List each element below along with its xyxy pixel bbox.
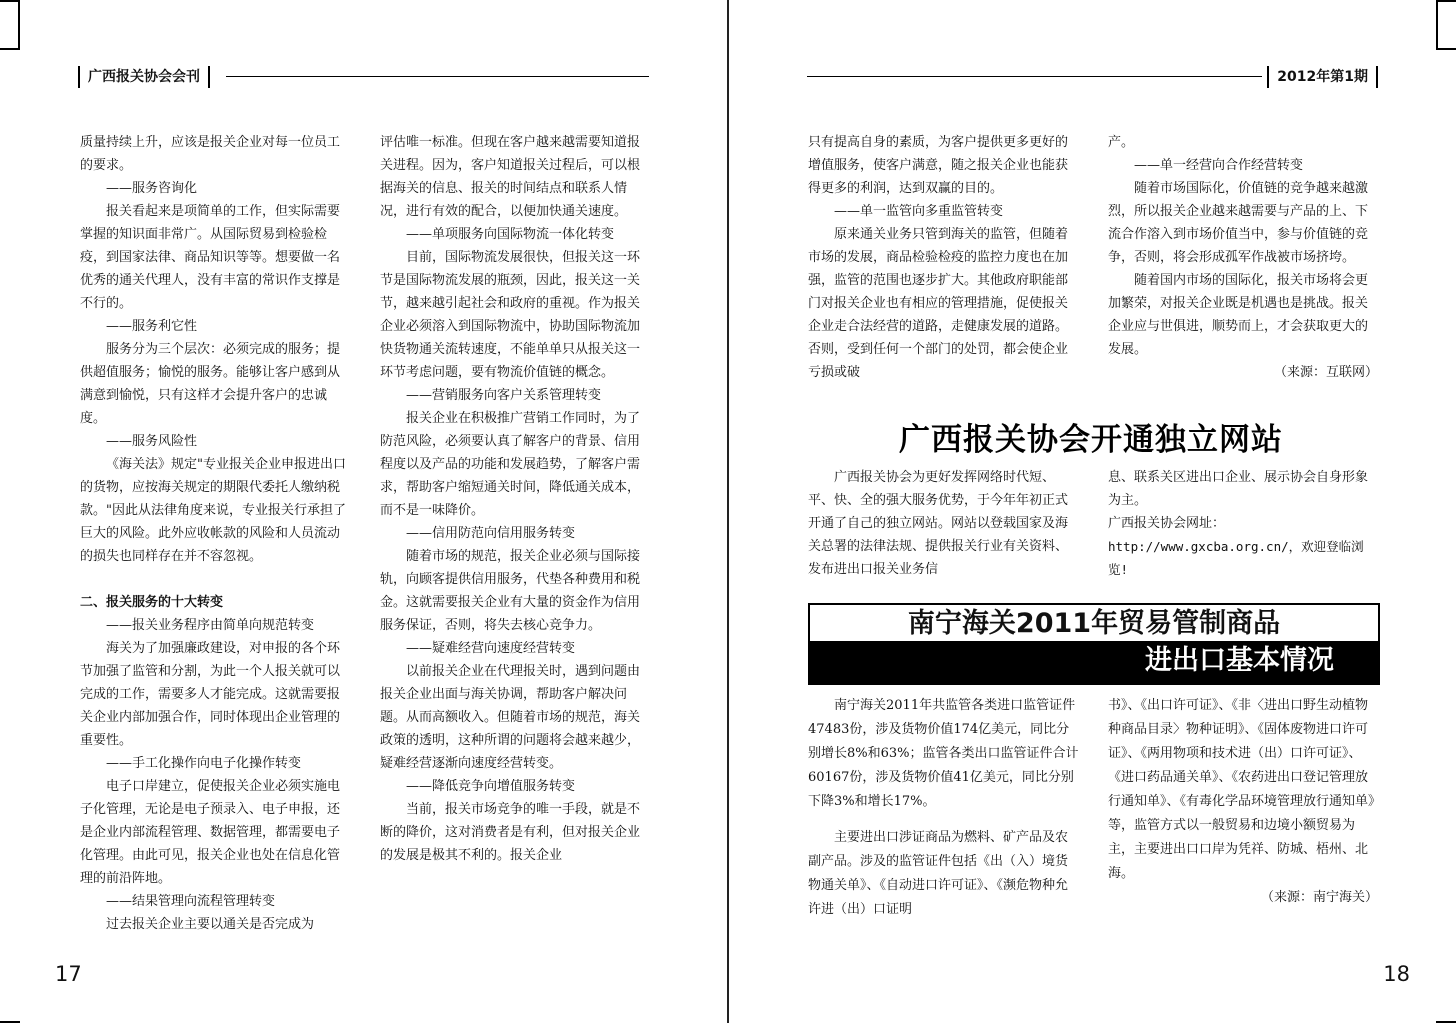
journal-header: 广西报关协会会刊 bbox=[78, 66, 210, 88]
website-label: 广西报关协会网址： bbox=[1108, 516, 1226, 531]
paragraph: 评估唯一标准。但现在客户越来越需要知道报关进程。因为，客户知道报关过程后，可以根据海关的信息、报关的时间结点和联系人情况，进行有效的配合，以便加快通关速度。 bbox=[380, 135, 641, 219]
right-column-1 bbox=[808, 131, 1078, 384]
paragraph: 产。 bbox=[1108, 135, 1135, 150]
paragraph: 《海关法》规定"专业报关企业申报进出口的货物，应按海关规定的期限代委托人缴纳税款。"因此从法律角度来说，专业报关行承担了巨大的风险。此外应收帐款的风险和人员流动的损失也同样存在并不容忽视。 bbox=[80, 457, 346, 564]
paragraph: 目前，国际物流发展很快，但报关这一环节是国际物流发展的瓶颈，因此，报关这一关节，越来越引起社会和政府的重视。作为报关企业必须溶入到国际物流中，协助国际物流加快货物通关流转速度，不能单单只从报关这一环节考虑问题，要有物流价值链的概念。 bbox=[380, 250, 641, 380]
crop-mark bbox=[0, 48, 20, 50]
paragraph: 质量持续上升，应该是报关企业对每一位员工的要求。 bbox=[80, 135, 341, 173]
subheading: ——单一监管向多重监管转变 bbox=[834, 204, 1004, 219]
paragraph: 只有提高自身的素质，为客户提供更多更好的增值服务，使客户满意，随之报关企业也能获得更多的利润，达到双赢的目的。 bbox=[808, 135, 1069, 196]
subheading: ——结果管理向流程管理转变 bbox=[106, 894, 276, 909]
paragraph: 随着市场国际化，价值链的竞争越来越激烈，所以报关企业越来越需要与产品的上、下流合作溶入到市场价值当中，参与价值链的竞争，否则，将会形成孤军作战被市场挤垮。 bbox=[1108, 181, 1369, 265]
paragraph: 海关为了加强廉政建设，对申报的各个环节加强了监管和分割，为此一个人报关就可以完成的工作，需要多人才能完成。这就需要报关企业内部加强合作，同时体现出企业管理的重要性。 bbox=[80, 641, 341, 748]
subheading: ——服务风险性 bbox=[106, 434, 198, 449]
source-note: （来源：互联网） bbox=[1273, 365, 1378, 380]
customs-article-title-line1: 南宁海关2011年贸易管制商品 bbox=[907, 608, 1281, 639]
crop-mark bbox=[1438, 0, 1456, 2]
subheading: ——降低竞争向增值服务转变 bbox=[406, 779, 576, 794]
customs-article-title-line2: 进出口基本情况 bbox=[1145, 645, 1334, 676]
title-black-bar bbox=[810, 641, 1378, 683]
issue-header: 2012年第1期 bbox=[1267, 66, 1378, 88]
customs-article-title-box bbox=[808, 603, 1380, 685]
paragraph: 息、联系关区进出口企业、展示协会自身形象为主。 bbox=[1108, 470, 1369, 508]
customs-article-col1 bbox=[808, 694, 1080, 922]
paragraph: 当前，报关市场竞争的唯一手段，就是不断的降价，这对消费者是有利，但对报关企业的发展是极其不利的。报关企业 bbox=[380, 802, 641, 863]
subheading: ——单项服务向国际物流一体化转变 bbox=[406, 227, 615, 242]
page-number: 18 bbox=[1383, 962, 1410, 986]
section-heading: 二、报关服务的十大转变 bbox=[80, 595, 224, 610]
paragraph: 报关看起来是项简单的工作，但实际需要掌握的知识面非常广。从国际贸易到检验检疫，到国家法律、商品知识等等。想要做一名优秀的通关代理人，没有丰富的常识作支撑是不行的。 bbox=[80, 204, 341, 311]
subheading: ——报关业务程序由简单向规范转变 bbox=[106, 618, 315, 633]
subheading: ——服务利它性 bbox=[106, 319, 198, 334]
subheading: ——服务咨询化 bbox=[106, 181, 198, 196]
subheading: ——手工化操作向电子化操作转变 bbox=[106, 756, 302, 771]
paragraph: 随着市场的规范，报关企业必须与国际接轨，向顾客提供信用服务，代垫各种费用和税金。这就需要报关企业有大量的资金作为信用服务保证，否则，将失去核心竞争力。 bbox=[380, 549, 641, 633]
paragraph: 随着国内市场的国际化，报关市场将会更加繁荣，对报关企业既是机遇也是挑战。报关企业应与世俱进，顺势而上，才会获取更大的发展。 bbox=[1108, 273, 1369, 357]
header-rule bbox=[226, 76, 649, 77]
crop-mark bbox=[1436, 0, 1438, 48]
paragraph: 过去报关企业主要以通关是否完成为 bbox=[106, 917, 315, 932]
subheading: ——营销服务向客户关系管理转变 bbox=[406, 388, 602, 403]
page-number: 17 bbox=[55, 962, 82, 986]
customs-article-col2 bbox=[1108, 694, 1378, 910]
paragraph: 原来通关业务只管到海关的监管，但随着市场的发展，商品检验检疫的监控力度也在加强，监管的范围也逐步扩大。其他政府职能部门对报关企业也有相应的管理措施，促使报关企业走合法经营的道路，走健康发展的道路。否则，受到任何一个部门的处罚，都会使企业亏损或破 bbox=[808, 227, 1069, 380]
left-column-1 bbox=[80, 131, 350, 936]
paragraph: 广西报关协会为更好发挥网络时代短、平、快、全的强大服务优势，于今年年初正式开通了自己的独立网站。网站以登载国家及海关总署的法律法规、提供报关行业有关资料、发布进出口报关业务信 bbox=[808, 470, 1069, 577]
paragraph: 南宁海关2011年共监管各类进口监管证件47483份，涉及货物价值174亿美元，同比分别增长8%和63%；监管各类出口监管证件合计60167份，涉及货物价值41亿美元，同比分别下降3%和增长17%。 bbox=[808, 698, 1079, 809]
source-note: （来源：南宁海关） bbox=[1260, 890, 1378, 905]
paragraph: 以前报关企业在代理报关时，遇到问题由报关企业出面与海关协调，帮助客户解决问题。从而高额收入。但随着市场的规范，海关政策的透明，这种所谓的问题将会越来越少，疑难经营逐渐向速度经营转变。 bbox=[380, 664, 641, 771]
subheading: ——信用防范向信用服务转变 bbox=[406, 526, 576, 541]
crop-mark bbox=[1436, 48, 1456, 50]
website-url: http://www.gxcba.org.cn/，欢迎登临浏览! bbox=[1108, 539, 1364, 577]
left-column-2 bbox=[380, 131, 650, 867]
right-column-2 bbox=[1108, 131, 1378, 384]
crop-mark bbox=[0, 0, 18, 2]
left-page bbox=[0, 0, 727, 1023]
paragraph: 服务分为三个层次：必须完成的服务；提供超值服务；愉悦的服务。能够让客户感到从满意到愉悦，只有这样才会提升客户的忠诚度。 bbox=[80, 342, 341, 426]
website-article-col2 bbox=[1108, 466, 1378, 581]
paragraph: 报关企业在积极推广营销工作同时，为了防范风险，必须要认真了解客户的背景、信用程度以及产品的功能和发展趋势，了解客户需求，帮助客户缩短通关时间，降低通关成本，而不是一味降价。 bbox=[380, 411, 641, 518]
subheading: ——单一经营向合作经营转变 bbox=[1134, 158, 1304, 173]
subheading: ——疑难经营向速度经营转变 bbox=[406, 641, 576, 656]
header-rule bbox=[807, 76, 1262, 77]
paragraph: 主要进出口涉证商品为燃料、矿产品及农副产品。涉及的监管证件包括《出（入）境货物通关单》、《自动进口许可证》、《濒危物种允许进（出）口证明 bbox=[808, 830, 1069, 917]
website-article-col1 bbox=[808, 466, 1078, 581]
paragraph: 书》、《出口许可证》、《非〈进出口野生动植物种商品目录〉物种证明》、《固体废物进口许可证》、《两用物项和技术进（出）口许可证》、《进口药品通关单》、《农药进出口登记管理放行通知单》、《有毒化学品环境管理放行通知单》等，监管方式以一般贸易和边境小额贸易为主，主要进出口口岸为凭祥、防城、梧州、北海。 bbox=[1108, 698, 1375, 881]
website-article-title: 广西报关协会开通独立网站 bbox=[899, 422, 1283, 458]
crop-mark bbox=[18, 0, 20, 48]
paragraph: 电子口岸建立，促使报关企业必须实施电子化管理，无论是电子预录入、电子申报，还是企业内部流程管理、数据管理，都需要电子化管理。由此可见，报关企业也处在信息化管理的前沿阵地。 bbox=[80, 779, 341, 886]
